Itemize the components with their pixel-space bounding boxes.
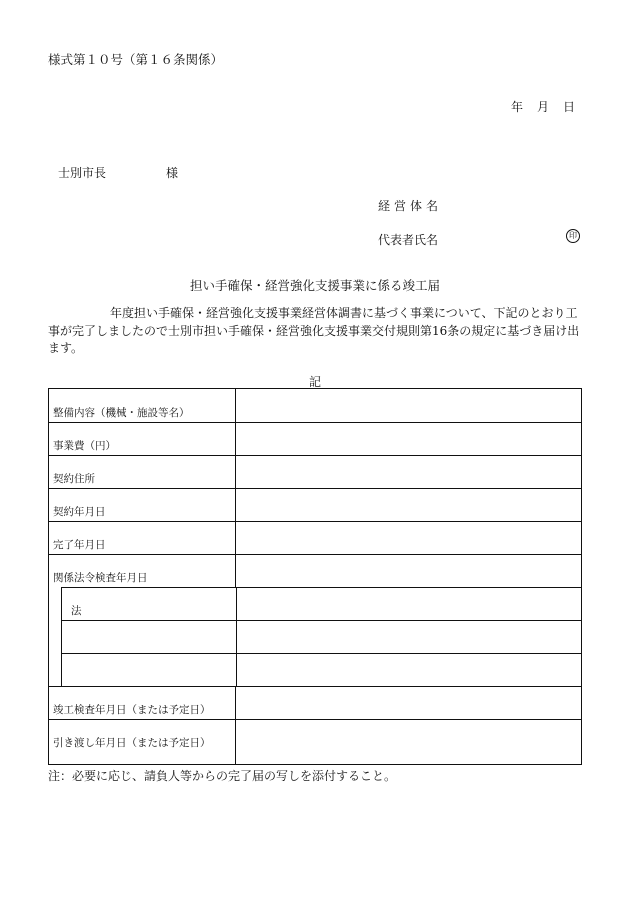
table-row [49,554,581,587]
seal-mark-icon: 印 [566,229,580,243]
row-label-completion-date: 完了年月日 [53,539,106,551]
addressee-honorific: 様 [166,166,179,180]
row-label-final-inspection-date: 竣工検査年月日（または予定日） [53,704,211,716]
addressee-name: 士別市長 [58,166,107,180]
label-cell [49,389,236,422]
table-row [49,686,581,719]
label-cell [49,422,236,455]
row-label-handover-date: 引き渡し年月日（または予定日） [53,737,211,749]
label-cell [49,521,236,554]
date-month-label: 月 [537,100,550,114]
row-label-equipment: 整備内容（機械・施設等名） [53,407,190,419]
label-cell [49,719,236,764]
form-number: 様式第１０号（第１６条関係） [48,52,224,67]
label-cell [49,488,236,521]
representative-name-label: 代表者氏名 [378,233,439,247]
label-cell [49,455,236,488]
row-label-law: 法 [71,605,82,617]
row-label-project-cost: 事業費（円） [53,440,116,452]
table-row [49,389,581,422]
date-year-label: 年 [511,100,524,114]
attachment-note: 注：必要に応じ、請負人等からの完了届の写しを添付すること。 [48,769,397,783]
row-label-contract-address: 契約住所 [53,473,95,485]
table-row [49,521,581,554]
row-label-inspection-date: 関係法令検査年月日 [53,572,148,584]
submission-date [511,98,575,115]
table-row [49,488,581,521]
label-cell [49,686,236,719]
addressee [58,164,178,181]
completion-report-table [48,388,582,765]
ki-heading: 記 [308,375,321,389]
document-body: 年度担い手確保・経営強化支援事業経営体調書に基づく事業について、下記のとおり工事が完了しましたので士別市担い手確保・経営強化支援事業交付規則第16条の規定に基づき届け出ます。 [48,306,580,355]
table-row [49,719,581,764]
document-title: 担い手確保・経営強化支援事業に係る竣工届 [189,278,440,293]
row-label-contract-date: 契約年月日 [53,506,106,518]
table-row [61,620,581,653]
table-row [61,653,581,686]
date-day-label: 日 [563,100,576,114]
entity-name-label: 経営体名 [378,199,443,213]
label-cell [49,554,236,587]
table-row [49,422,581,455]
table-row [49,455,581,488]
table-row [61,587,581,620]
